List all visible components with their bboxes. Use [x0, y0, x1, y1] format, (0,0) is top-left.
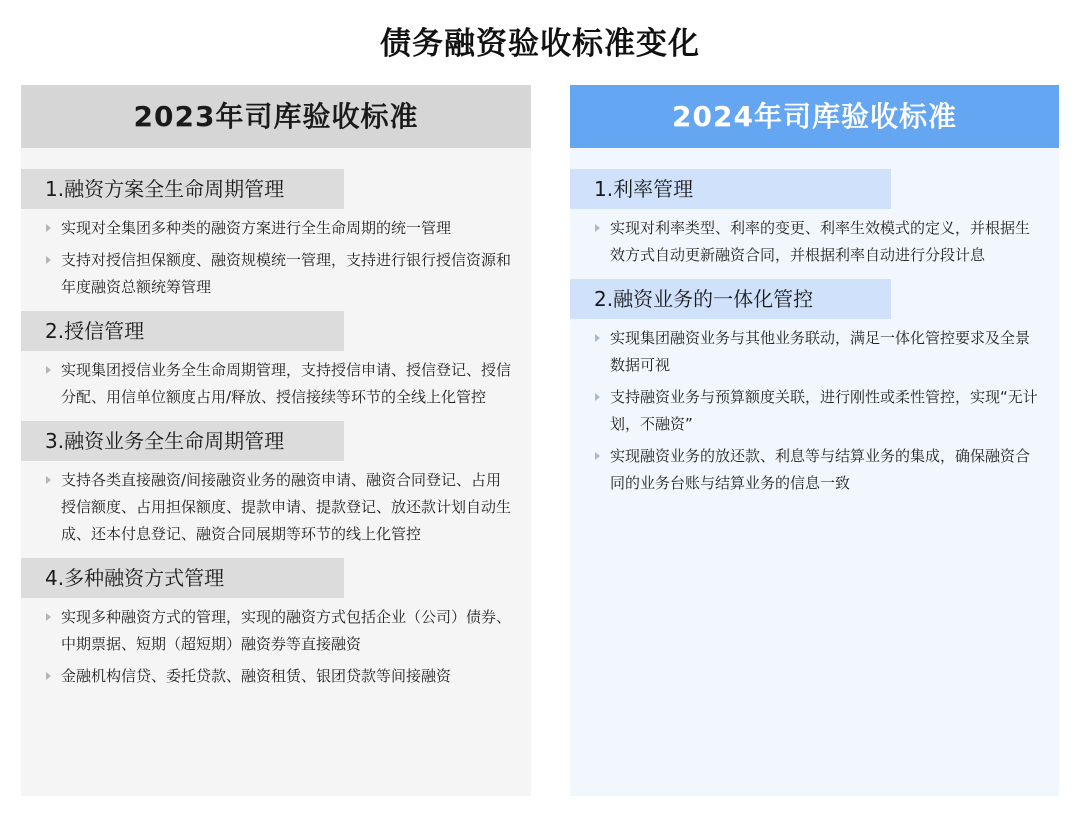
- column-header-2023: 2023年司库验收标准: [21, 85, 531, 148]
- item-text: 实现对全集团多种类的融资方案进行全生命周期的统一管理: [61, 219, 452, 237]
- list-item: [21, 467, 531, 548]
- standard-2023-column: [21, 85, 531, 796]
- section-title: 4.多种融资方式管理: [21, 558, 344, 598]
- list-item: [21, 247, 531, 301]
- triangle-bullet-icon: [595, 452, 600, 460]
- triangle-bullet-icon: [46, 256, 51, 264]
- section-interest-rate: [570, 169, 1059, 269]
- triangle-bullet-icon: [595, 393, 600, 401]
- list-item: [21, 663, 531, 690]
- item-text: 实现集团融资业务与其他业务联动，满足一体化管控要求及全景数据可视: [610, 329, 1031, 374]
- section-title: 1.利率管理: [570, 169, 891, 209]
- section-financing-lifecycle: [21, 421, 531, 548]
- item-text: 支持对授信担保额度、融资规模统一管理，支持进行银行授信资源和年度融资总额统筹管理: [61, 251, 512, 296]
- triangle-bullet-icon: [46, 476, 51, 484]
- list-item: [570, 443, 1059, 497]
- triangle-bullet-icon: [595, 334, 600, 342]
- list-item: [21, 604, 531, 658]
- item-text: 实现多种融资方式的管理，实现的融资方式包括企业（公司）债券、中期票据、短期（超短期）融资券等直接融资: [61, 608, 512, 653]
- list-item: [21, 215, 531, 242]
- section-financing-methods: [21, 558, 531, 690]
- section-title: 3.融资业务全生命周期管理: [21, 421, 344, 461]
- triangle-bullet-icon: [46, 672, 51, 680]
- page-title: 债务融资验收标准变化: [380, 26, 700, 62]
- triangle-bullet-icon: [46, 613, 51, 621]
- triangle-bullet-icon: [46, 366, 51, 374]
- list-item: [570, 384, 1059, 438]
- triangle-bullet-icon: [46, 224, 51, 232]
- list-item: [570, 215, 1059, 269]
- section-title: 2.融资业务的一体化管控: [570, 279, 891, 319]
- item-text: 支持融资业务与预算额度关联，进行刚性或柔性管控，实现“无计划，不融资”: [610, 388, 1038, 433]
- standard-2024-column: [570, 85, 1059, 796]
- item-text: 实现集团授信业务全生命周期管理，支持授信申请、授信登记、授信分配、用信单位额度占用/释放、授信接续等环节的全线上化管控: [61, 361, 512, 406]
- list-item: [21, 357, 531, 411]
- column-header-2024: 2024年司库验收标准: [570, 85, 1059, 148]
- item-text: 实现对利率类型、利率的变更、利率生效模式的定义，并根据生效方式自动更新融资合同，并根据利率自动进行分段计息: [610, 219, 1031, 264]
- section-credit-management: [21, 311, 531, 411]
- list-item: [570, 325, 1059, 379]
- item-text: 实现融资业务的放还款、利息等与结算业务的集成，确保融资合同的业务台账与结算业务的信息一致: [610, 447, 1031, 492]
- triangle-bullet-icon: [595, 224, 600, 232]
- section-financing-plan: [21, 169, 531, 301]
- item-text: 金融机构信贷、委托贷款、融资租赁、银团贷款等间接融资: [61, 667, 452, 685]
- item-text: 支持各类直接融资/间接融资业务的融资申请、融资合同登记、占用授信额度、占用担保额度、提款申请、提款登记、放还款计划自动生成、还本付息登记、融资合同展期等环节的线上化管控: [61, 471, 512, 543]
- section-integrated-control: [570, 279, 1059, 497]
- section-title: 2.授信管理: [21, 311, 344, 351]
- section-title: 1.融资方案全生命周期管理: [21, 169, 344, 209]
